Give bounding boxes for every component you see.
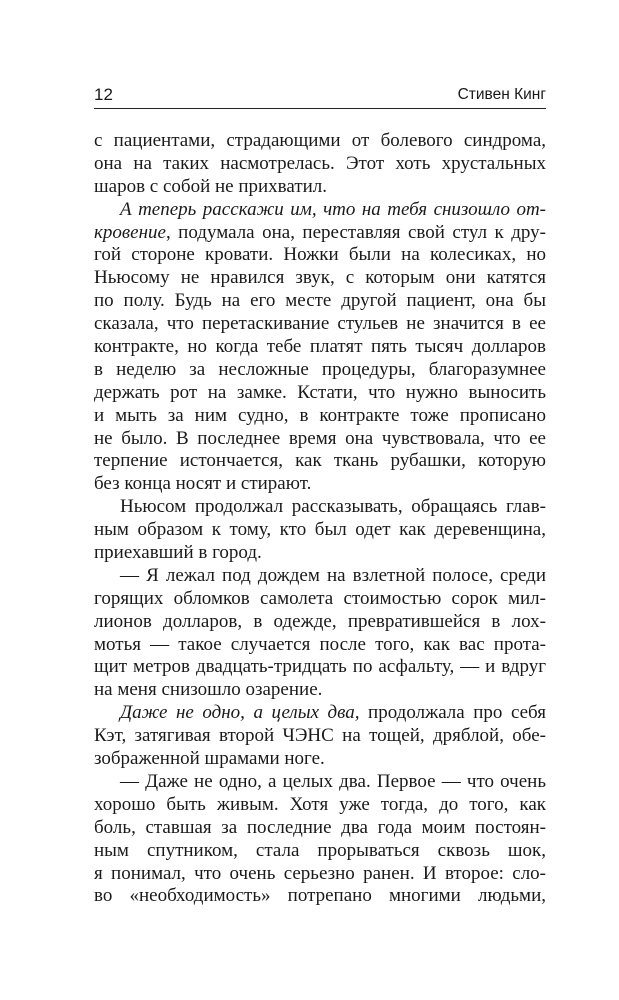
- text-line: она на таких насмотрелась. Этот хоть хрустальных: [94, 152, 546, 174]
- text-line: с пациентами, страдающими от болевого синдрома,: [94, 130, 546, 151]
- text-line: ным спутником, стала прорываться сквозь шок,: [94, 839, 546, 861]
- text-line: Ньюсому не нравился звук, с которым они катятся: [94, 267, 546, 289]
- text-line: щит метров двадцать-тридцать по асфальту, — и вдруг: [94, 656, 546, 678]
- text-line: держать рот на замке. Кстати, что нужно выносить: [94, 381, 546, 403]
- text-line: гой стороне кровати. Ножки были на колесиках, но: [94, 244, 546, 266]
- text-line: я понимал, что очень серьезно ранен. И второе: сло-: [94, 862, 546, 884]
- text-line: мотья — такое случается после того, как вас прота-: [94, 633, 546, 655]
- text-line: Кэт, затягивая второй ЧЭНС на тощей, дряблой, обе-: [94, 725, 546, 747]
- text-line: без конца носят и стирают.: [94, 473, 312, 495]
- text-line: в неделю за несложные процедуры, благоразумнее: [94, 358, 546, 380]
- text-line: хорошо быть живым. Хотя уже тогда, до того, как: [94, 793, 546, 815]
- running-head-author: Стивен Кинг: [457, 86, 546, 103]
- text-line: во «необходимость» потрепано многими людьми,: [94, 885, 546, 907]
- text-line: шаров с собой не прихватил.: [94, 175, 328, 197]
- running-head: [94, 84, 546, 109]
- text-line: сказала, что перетаскивание стульев не значится в ее: [94, 313, 546, 335]
- text-line: не было. В последнее время она чувствовала, что ее: [94, 427, 546, 449]
- text-line: — Я лежал под дождем на взлетной полосе, среди: [120, 564, 546, 586]
- text-line: приехавший в город.: [94, 542, 262, 564]
- text-line: Даже не одно, а целых два, продолжала про себя: [120, 702, 546, 724]
- text-line: лионов долларов, в одежде, превратившейся в лох-: [94, 610, 546, 632]
- page-number: 12: [94, 85, 113, 104]
- text-line: горящих обломков самолета стоимостью сорок мил-: [94, 587, 546, 609]
- body-text: [94, 130, 546, 908]
- text-line: и мыть за ним судно, в контракте тоже прописано: [94, 404, 546, 426]
- text-line: ным образом к тому, кто был одет как деревенщина,: [94, 519, 546, 541]
- text-line: боль, ставшая за последние два года моим постоян-: [94, 816, 546, 838]
- text-line: кровение, подумала она, переставляя свой стул к дру-: [94, 221, 546, 243]
- text-line: терпение истончается, как ткань рубашки, которую: [94, 450, 546, 472]
- text-line: контракте, но когда тебе платят пять тысяч долларов: [94, 336, 546, 358]
- text-line: по полу. Будь на его месте другой пациент, она бы: [94, 290, 546, 312]
- text-line: А теперь расскажи им, что на тебя снизошло от-: [120, 198, 546, 220]
- text-line: на меня снизошло озарение.: [94, 679, 323, 701]
- text-line: зображенной шрамами ноге.: [94, 748, 325, 770]
- text-line: — Даже не одно, а целых два. Первое — что очень: [120, 770, 546, 792]
- text-line: Ньюсом продолжал рассказывать, обращаясь глав-: [120, 496, 546, 518]
